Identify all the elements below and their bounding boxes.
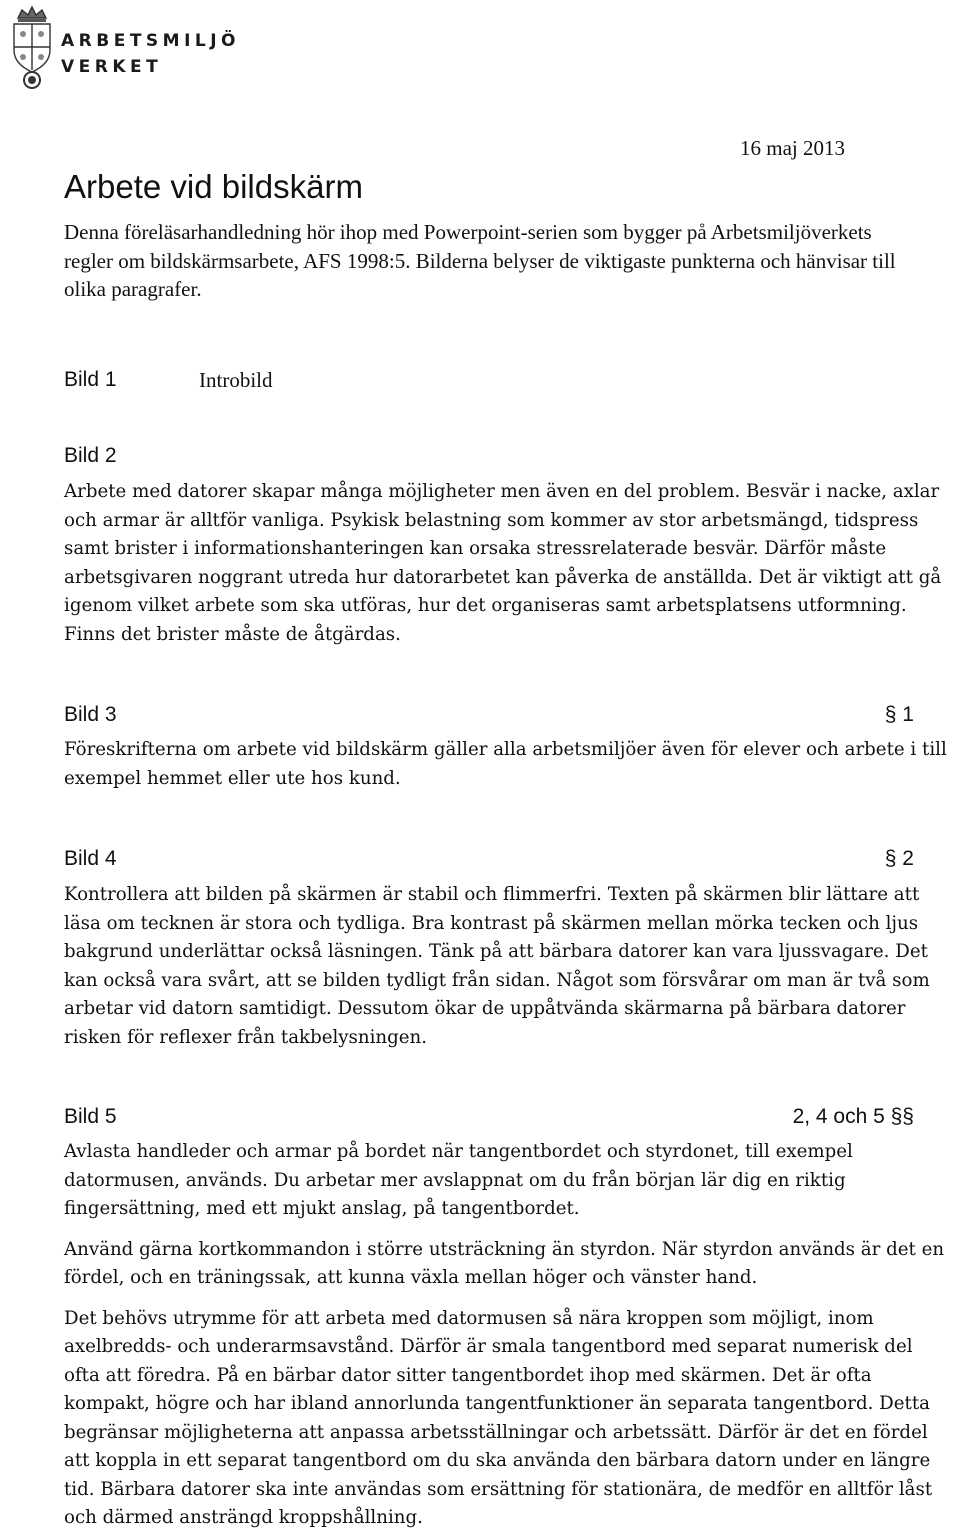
section-label: Bild 4	[64, 847, 117, 870]
section-paragraph: Använd gärna kortkommandon i större utsträckning än styrdon. När styrdon används är det en fördel, och en träningssak, att kunna växla mellan höger och vänster hand.	[64, 1238, 945, 1288]
section-heading-bild-4	[64, 847, 914, 877]
section-text-bild-2: Arbete med datorer skapar många möjligheter men även en del problem. Besvär i nacke, axlar och armar är alltför vanliga. Psykisk belastning som kommer av stor arbetsmängd, tidspress samt brister i informationshanteringen kan orsaka stressrelaterade besvär. Därför måste arbetsgivaren noggrant utreda hur datorarbetet kan påverka de anställda. Det är viktigt att gå igenom vilket arbete som ska utföras, hur det organiseras samt arbetsplatsens utformning. Finns det brister måste de åtgärdas.	[64, 481, 942, 645]
section-text-bild-3: Föreskrifterna om arbete vid bildskärm gäller alla arbetsmiljöer även för elever och arbete i till exempel hemmet eller ute hos kund.	[64, 739, 947, 789]
document-date: 16 maj 2013	[740, 136, 845, 160]
paragraph-reference: § 1	[884, 703, 914, 726]
section-text-bild-5	[64, 1138, 954, 1533]
logo-wordmark	[61, 28, 240, 80]
section-label: Bild 3	[64, 703, 117, 726]
logo-line-1: ARBETSMILJÖ	[61, 31, 241, 51]
logo-line-2: VERKET	[61, 57, 163, 77]
section-heading-bild-1	[64, 368, 914, 398]
section-paragraph: Avlasta handleder och armar på bordet när tangentbordet och styrdonet, till exempel datormusen, används. Du arbetar mer avslappnat om du från början lär dig en riktig fingersättning, med ett mjukt anslag, på tangentbordet.	[64, 1141, 853, 1219]
section-label: Bild 2	[64, 444, 117, 467]
section-heading-bild-3	[64, 703, 914, 733]
crown-emblem-icon	[14, 7, 50, 72]
gear-emblem-icon	[24, 72, 40, 88]
section-heading-bild-5	[64, 1105, 914, 1135]
section-heading-bild-2	[64, 444, 914, 474]
section-caption: Introbild	[199, 368, 273, 392]
page-title: Arbete vid bildskärm	[64, 168, 363, 205]
section-paragraph: Det behövs utrymme för att arbeta med datormusen så nära kroppen som möjligt, inom axelbredds- och underarmsavstånd. Därför är smala tangentbord med separat numerisk del ofta att föredra. På en bärbar dator sitter tangentbordet ihop med skärmen. Det är ofta kompakt, högre och har ibland annorlunda tangentfunktioner än separata tangentbord. Detta begränsar möjligheterna att anpassa arbetsställningar och arbetssätt. Därför är det en fördel att koppla in ett separat tangentbord om du ska använda den bärbara datorn under en längre tid. Bärbara datorer ska inte användas som ersättning för stationära, de medför en alltför låst och därmed ansträngd kroppshållning.	[64, 1307, 933, 1528]
paragraph-reference: § 2	[884, 847, 914, 870]
section-label: Bild 1	[64, 368, 117, 391]
paragraph-reference: 2, 4 och 5 §§	[792, 1105, 914, 1128]
intro-paragraph: Denna föreläsarhandledning hör ihop med Powerpoint-serien som bygger på Arbetsmiljöverkets regler om bildskärmsarbete, AFS 1998:5. Bilderna belyser de viktigaste punkterna och hänvisar till olika paragrafer.	[64, 220, 896, 301]
section-text-bild-4: Kontrollera att bilden på skärmen är stabil och flimmerfri. Texten på skärmen blir lättare att läsa om tecknen är stora och tydliga. Bra kontrast på skärmen mellan mörka tecken och ljus bakgrund underlättar också läsningen. Tänk på att bärbara datorer kan vara ljussvagare. Det kan också vara svårt, att se bilden tydligt från sidan. Något som försvårar om man är två som arbetar vid datorn samtidigt. Dessutom ökar de uppåtvända skärmarna på bärbara datorer risken för reflexer från takbelysningen.	[64, 884, 930, 1048]
section-label: Bild 5	[64, 1105, 117, 1128]
